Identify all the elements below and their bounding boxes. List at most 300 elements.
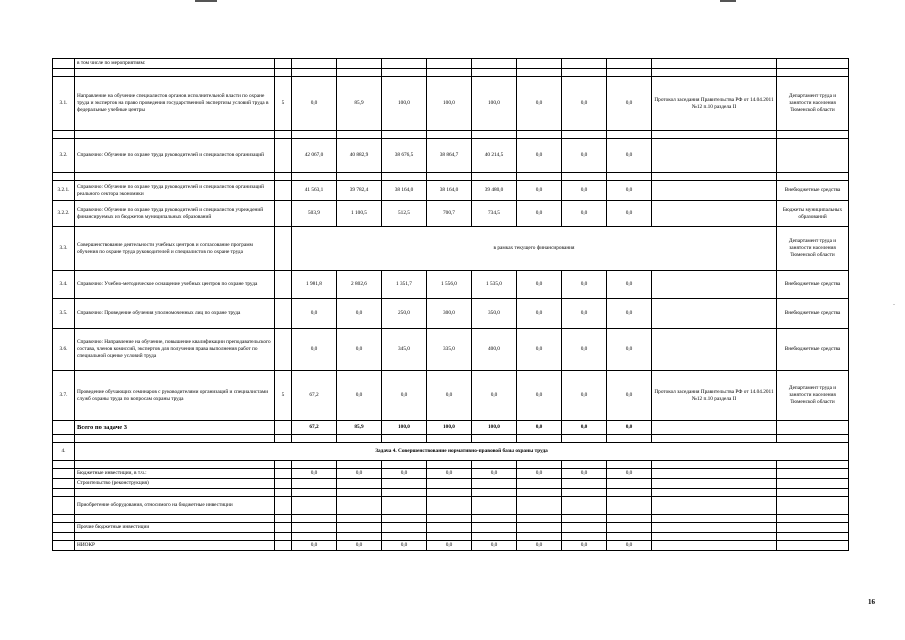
empty-cell: [652, 59, 777, 69]
value-cell: 85,9: [337, 77, 382, 131]
table-row: [53, 421, 849, 435]
empty-cell: [275, 227, 292, 271]
edge-mark: -: [893, 302, 895, 308]
table-row: [53, 533, 849, 541]
source-cell: [652, 479, 777, 489]
empty-cell: [427, 59, 472, 69]
task-heading: Задача 4. Совершенствование нормативно-правовой базы охраны труда: [75, 443, 849, 461]
row-number: [53, 59, 75, 69]
indicator-cell: [275, 421, 292, 435]
empty-cell: [607, 59, 652, 69]
empty-cell: [652, 131, 777, 139]
row-title: НИОКР: [75, 541, 275, 551]
responsible-cell: [777, 479, 849, 489]
empty-cell: [275, 489, 292, 497]
source-cell: [652, 181, 777, 201]
value-cell: 0,0: [517, 77, 562, 131]
value-cell: 39 782,4: [337, 181, 382, 201]
table-row: [53, 299, 849, 329]
empty-cell: [382, 69, 427, 77]
responsible-cell: Внебюджетные средства: [777, 299, 849, 329]
value-cell: 0,0: [562, 299, 607, 329]
value-cell: [427, 523, 472, 533]
empty-cell: [275, 173, 292, 181]
value-cell: [427, 497, 472, 515]
empty-cell: [53, 461, 75, 469]
empty-cell: [652, 69, 777, 77]
empty-cell: [472, 515, 517, 523]
table-row: [53, 329, 849, 371]
empty-cell: [607, 173, 652, 181]
value-cell: 38 864,7: [427, 139, 472, 173]
value-cell: [607, 479, 652, 489]
responsible-cell: [777, 421, 849, 435]
table-row: [53, 59, 849, 69]
indicator-cell: 5: [275, 371, 292, 421]
empty-cell: [53, 69, 75, 77]
value-cell: [292, 523, 337, 533]
indicator-cell: 5: [275, 77, 292, 131]
empty-cell: [337, 131, 382, 139]
empty-cell: [777, 489, 849, 497]
empty-cell: [562, 435, 607, 443]
empty-cell: [517, 515, 562, 523]
value-cell: 345,0: [382, 329, 427, 371]
value-cell: 0,0: [517, 469, 562, 479]
empty-cell: [562, 489, 607, 497]
value-cell: 1 535,0: [472, 271, 517, 299]
responsible-cell: [777, 523, 849, 533]
empty-cell: [337, 173, 382, 181]
empty-cell: [517, 435, 562, 443]
empty-cell: [517, 69, 562, 77]
table-row: [53, 479, 849, 489]
responsible-cell: Департамент труда и занятости населения Тюменской области: [777, 227, 849, 271]
indicator-cell: [275, 469, 292, 479]
indicator-cell: [275, 271, 292, 299]
value-cell: 300,0: [427, 299, 472, 329]
row-title: Направление на обучение специалистов органов исполнительной власти по охране труда и экспертов на право проведения государственной экспертизы условий труда в федеральные учебные центры: [75, 77, 275, 131]
table-row: [53, 541, 849, 551]
table-row: [53, 515, 849, 523]
value-cell: 100,0: [472, 77, 517, 131]
value-cell: 0,0: [562, 371, 607, 421]
row-title: Справочно: Проведение обучения уполномоченных лиц по охране труда: [75, 299, 275, 329]
value-cell: 0,0: [607, 541, 652, 551]
value-cell: 1 556,0: [427, 271, 472, 299]
empty-cell: [337, 515, 382, 523]
value-cell: 0,0: [517, 271, 562, 299]
table-row: [53, 497, 849, 515]
empty-cell: [275, 435, 292, 443]
value-cell: 0,0: [382, 469, 427, 479]
value-cell: 335,0: [427, 329, 472, 371]
value-cell: 512,5: [382, 201, 427, 227]
value-cell: 734,5: [472, 201, 517, 227]
empty-cell: [382, 489, 427, 497]
value-cell: 0,0: [517, 299, 562, 329]
empty-cell: [517, 131, 562, 139]
empty-cell: [517, 489, 562, 497]
indicator-cell: [275, 541, 292, 551]
value-cell: [382, 497, 427, 515]
source-cell: Протокол заседания Правительства РФ от 14.04.2011 №12 п.10 раздела II: [652, 371, 777, 421]
empty-cell: [562, 69, 607, 77]
empty-cell: [75, 69, 275, 77]
empty-cell: [652, 461, 777, 469]
empty-cell: [607, 435, 652, 443]
table-row: [53, 469, 849, 479]
source-cell: [652, 299, 777, 329]
empty-cell: [382, 533, 427, 541]
row-title: Совершенствование деятельности учебных центров и согласование программ обучения по охране труда руководителей и специалистов по охране труда: [75, 227, 275, 271]
row-title: Приобретение оборудования, относимого на бюджетные инвестиции: [75, 497, 275, 515]
empty-cell: [292, 173, 337, 181]
responsible-cell: Департамент труда и занятости населения Тюменской области: [777, 371, 849, 421]
empty-cell: [427, 533, 472, 541]
value-cell: 0,0: [472, 541, 517, 551]
empty-cell: [652, 515, 777, 523]
value-cell: [292, 479, 337, 489]
empty-cell: [427, 515, 472, 523]
value-cell: 0,0: [562, 421, 607, 435]
responsible-cell: Внебюджетные средства: [777, 271, 849, 299]
scan-artifact: [195, 0, 217, 2]
empty-cell: [382, 173, 427, 181]
page-number: 16: [868, 598, 875, 606]
value-cell: 350,0: [472, 299, 517, 329]
table-row: [53, 139, 849, 173]
empty-cell: [517, 173, 562, 181]
indicator-cell: [275, 479, 292, 489]
table-row: [53, 181, 849, 201]
empty-cell: [275, 461, 292, 469]
value-cell: 42 067,0: [292, 139, 337, 173]
indicator-cell: [275, 299, 292, 329]
empty-cell: [382, 59, 427, 69]
budget-table: [52, 58, 849, 551]
value-cell: 39 480,0: [472, 181, 517, 201]
empty-cell: [53, 131, 75, 139]
source-cell: [652, 329, 777, 371]
empty-cell: [427, 69, 472, 77]
empty-cell: [53, 489, 75, 497]
row-title: Справочно: Обучение по охране труда руководителей и специалистов организаций: [75, 139, 275, 173]
empty-cell: [427, 461, 472, 469]
empty-cell: [472, 533, 517, 541]
value-cell: 0,0: [517, 371, 562, 421]
row-number: 3.1.: [53, 77, 75, 131]
value-cell: 0,0: [562, 469, 607, 479]
row-title: Справочно: Учебно-методическое оснащение учебных центров по охране труда: [75, 271, 275, 299]
empty-cell: [75, 435, 275, 443]
indicator-cell: [275, 181, 292, 201]
source-cell: Протокол заседания Правительства РФ от 14.04.2011 №12 п.10 раздела II: [652, 77, 777, 131]
empty-cell: [472, 59, 517, 69]
empty-cell: [472, 173, 517, 181]
empty-cell: [472, 489, 517, 497]
value-cell: 400,0: [472, 329, 517, 371]
table-row: [53, 173, 849, 181]
row-number: 3.7.: [53, 371, 75, 421]
row-number: 4.: [53, 443, 75, 461]
empty-cell: [382, 435, 427, 443]
value-cell: 1 351,7: [382, 271, 427, 299]
value-cell: [607, 523, 652, 533]
empty-cell: [562, 59, 607, 69]
responsible-cell: [777, 139, 849, 173]
empty-cell: [427, 173, 472, 181]
value-cell: [427, 479, 472, 489]
value-cell: 0,0: [607, 329, 652, 371]
empty-cell: [382, 515, 427, 523]
responsible-cell: [777, 497, 849, 515]
value-cell: 0,0: [517, 421, 562, 435]
row-number: 3.4.: [53, 271, 75, 299]
responsible-cell: Департамент труда и занятости населения Тюменской области: [777, 77, 849, 131]
row-title: в том числе по мероприятиям:: [75, 59, 275, 69]
empty-cell: [472, 69, 517, 77]
table-row: [53, 371, 849, 421]
value-cell: 0,0: [562, 271, 607, 299]
value-cell: 1 981,8: [292, 271, 337, 299]
value-cell: 100,0: [382, 421, 427, 435]
indicator-cell: [275, 139, 292, 173]
empty-cell: [777, 173, 849, 181]
row-number: 3.3.: [53, 227, 75, 271]
table-row: [53, 489, 849, 497]
source-cell: [652, 469, 777, 479]
value-cell: 0,0: [472, 469, 517, 479]
value-cell: 0,0: [607, 421, 652, 435]
empty-cell: [292, 533, 337, 541]
responsible-cell: Внебюджетные средства: [777, 329, 849, 371]
empty-cell: [75, 533, 275, 541]
empty-cell: [777, 59, 849, 69]
empty-cell: [562, 461, 607, 469]
value-cell: [337, 479, 382, 489]
value-cell: 0,0: [607, 271, 652, 299]
empty-cell: [652, 533, 777, 541]
empty-cell: [777, 515, 849, 523]
value-cell: 0,0: [292, 329, 337, 371]
table-row: [53, 271, 849, 299]
value-cell: 0,0: [607, 181, 652, 201]
table-row: [53, 131, 849, 139]
empty-cell: [607, 131, 652, 139]
value-cell: 0,0: [562, 181, 607, 201]
value-cell: 0,0: [607, 139, 652, 173]
row-number: 3.5.: [53, 299, 75, 329]
value-cell: 2 802,6: [337, 271, 382, 299]
empty-cell: [777, 69, 849, 77]
empty-cell: [53, 533, 75, 541]
empty-cell: [75, 515, 275, 523]
value-cell: 0,0: [292, 541, 337, 551]
source-cell: [652, 523, 777, 533]
empty-cell: [292, 131, 337, 139]
value-cell: 0,0: [562, 201, 607, 227]
row-title: Прочие бюджетные инвестиции: [75, 523, 275, 533]
row-title: Справочно: Обучение по охране труда руководителей и специалистов учреждений финансируемых из бюджетов муниципальных образований: [75, 201, 275, 227]
source-cell: [652, 421, 777, 435]
table-row: [53, 69, 849, 77]
row-number: [53, 479, 75, 489]
row-number: 3.2.2.: [53, 201, 75, 227]
source-cell: [652, 541, 777, 551]
empty-cell: [777, 461, 849, 469]
value-cell: 38 164,0: [382, 181, 427, 201]
empty-cell: [607, 489, 652, 497]
empty-cell: [337, 435, 382, 443]
value-cell: [337, 497, 382, 515]
value-cell: 0,0: [562, 77, 607, 131]
value-cell: 0,0: [337, 541, 382, 551]
table-row: [53, 461, 849, 469]
empty-cell: [337, 461, 382, 469]
empty-cell: [337, 489, 382, 497]
empty-cell: [562, 131, 607, 139]
value-cell: [607, 497, 652, 515]
value-cell: 40 214,5: [472, 139, 517, 173]
value-cell: [562, 479, 607, 489]
value-cell: 0,0: [292, 469, 337, 479]
source-cell: [652, 139, 777, 173]
value-cell: 0,0: [562, 541, 607, 551]
table-row: [53, 443, 849, 461]
row-number: 3.6.: [53, 329, 75, 371]
empty-cell: [427, 489, 472, 497]
source-cell: [652, 497, 777, 515]
empty-cell: [275, 533, 292, 541]
row-title: Проведение обучающих семинаров с руководителями организаций и специалистами служб охраны труда по вопросам охраны труда: [75, 371, 275, 421]
empty-cell: [652, 489, 777, 497]
value-cell: 0,0: [562, 329, 607, 371]
empty-cell: [777, 131, 849, 139]
row-title: Строительство (реконструкция): [75, 479, 275, 489]
empty-cell: [562, 173, 607, 181]
value-cell: 85,9: [337, 421, 382, 435]
value-cell: [562, 497, 607, 515]
value-cell: 0,0: [337, 371, 382, 421]
table-row: [53, 227, 849, 271]
value-cell: 100,0: [472, 421, 517, 435]
value-cell: 38 676,5: [382, 139, 427, 173]
responsible-cell: [777, 469, 849, 479]
empty-cell: [652, 435, 777, 443]
empty-cell: [75, 489, 275, 497]
empty-cell: [292, 69, 337, 77]
value-cell: 0,0: [382, 541, 427, 551]
value-cell: 0,0: [427, 541, 472, 551]
empty-cell: [292, 461, 337, 469]
empty-cell: [292, 515, 337, 523]
value-cell: [292, 497, 337, 515]
row-number: 3.2.1.: [53, 181, 75, 201]
responsible-cell: Бюджеты муниципальных образований: [777, 201, 849, 227]
value-cell: 0,0: [292, 299, 337, 329]
empty-cell: [337, 69, 382, 77]
empty-cell: [562, 533, 607, 541]
value-cell: [337, 523, 382, 533]
value-cell: [472, 497, 517, 515]
scan-artifact: [720, 0, 736, 2]
empty-cell: [382, 131, 427, 139]
value-cell: 0,0: [337, 299, 382, 329]
value-cell: [382, 479, 427, 489]
source-cell: [652, 201, 777, 227]
table-row: [53, 435, 849, 443]
value-cell: 100,0: [427, 421, 472, 435]
value-cell: 250,0: [382, 299, 427, 329]
source-cell: [652, 271, 777, 299]
value-cell: 0,0: [292, 77, 337, 131]
responsible-cell: Внебюджетные средства: [777, 181, 849, 201]
row-number: [53, 523, 75, 533]
empty-cell: [275, 69, 292, 77]
value-cell: 0,0: [517, 181, 562, 201]
empty-cell: [607, 69, 652, 77]
empty-cell: [472, 461, 517, 469]
empty-cell: [427, 435, 472, 443]
empty-cell: [472, 131, 517, 139]
value-cell: 100,0: [427, 77, 472, 131]
value-cell: 0,0: [517, 139, 562, 173]
value-cell: 503,9: [292, 201, 337, 227]
value-cell: 0,0: [427, 371, 472, 421]
value-cell: 67,2: [292, 421, 337, 435]
merged-financing-cell: в рамках текущего финансирования: [292, 227, 777, 271]
empty-cell: [292, 59, 337, 69]
value-cell: [382, 523, 427, 533]
empty-cell: [472, 435, 517, 443]
empty-cell: [75, 173, 275, 181]
empty-cell: [292, 489, 337, 497]
value-cell: 0,0: [517, 541, 562, 551]
empty-cell: [652, 173, 777, 181]
table-row: [53, 77, 849, 131]
empty-cell: [275, 131, 292, 139]
row-title: Всего по задаче 3: [75, 421, 275, 435]
row-number: [53, 497, 75, 515]
empty-cell: [53, 435, 75, 443]
value-cell: 0,0: [427, 469, 472, 479]
value-cell: 1 100,5: [337, 201, 382, 227]
empty-cell: [607, 461, 652, 469]
value-cell: [517, 479, 562, 489]
empty-cell: [517, 59, 562, 69]
table-row: [53, 523, 849, 533]
value-cell: [562, 523, 607, 533]
row-title: Бюджетные инвестиции, в т.ч.:: [75, 469, 275, 479]
value-cell: 0,0: [517, 201, 562, 227]
empty-cell: [75, 131, 275, 139]
indicator-cell: [275, 201, 292, 227]
row-title: Справочно: Направление на обучение, повышение квалификации преподавательского состава, членов комиссий, экспертов для получения права выполнения работ по специальной оценке условий труда: [75, 329, 275, 371]
value-cell: [472, 479, 517, 489]
responsible-cell: [777, 541, 849, 551]
table-row: [53, 201, 849, 227]
empty-cell: [427, 131, 472, 139]
indicator-cell: [275, 329, 292, 371]
empty-cell: [275, 515, 292, 523]
value-cell: 0,0: [472, 371, 517, 421]
row-number: [53, 541, 75, 551]
value-cell: 0,0: [382, 371, 427, 421]
value-cell: 38 164,0: [427, 181, 472, 201]
value-cell: 0,0: [337, 469, 382, 479]
value-cell: 0,0: [517, 329, 562, 371]
